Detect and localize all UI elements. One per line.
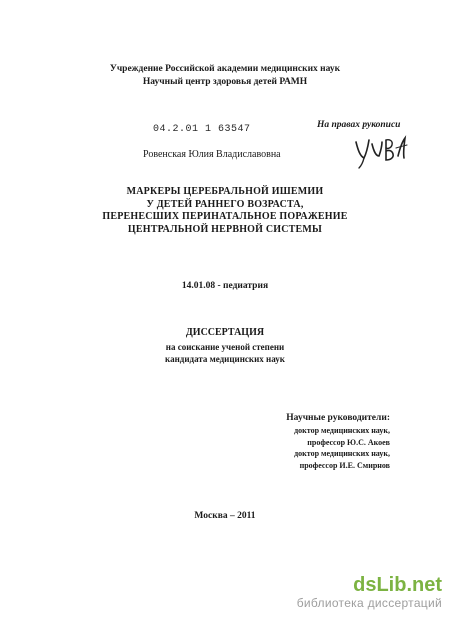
handwritten-signature bbox=[352, 134, 410, 170]
degree-line: кандидата медицинских наук bbox=[165, 354, 285, 364]
supervisor-line: профессор Ю.С. Акоев bbox=[307, 437, 390, 447]
document-type: ДИССЕРТАЦИЯ bbox=[185, 327, 265, 338]
city-year: Москва – 2011 bbox=[194, 511, 256, 521]
institution-block bbox=[0, 63, 450, 89]
document-number-stamp: 04.2.01 1 63547 bbox=[153, 124, 251, 135]
institution-line: Учреждение Российской академии медицинских наук bbox=[109, 64, 341, 74]
watermark-logo: dsLib.net bbox=[353, 574, 442, 596]
dissertation-title bbox=[0, 186, 450, 236]
degree-line: на соискание ученой степени bbox=[165, 342, 285, 352]
title-line: МАРКЕРЫ ЦЕРЕБРАЛЬНОЙ ИШЕМИИ bbox=[126, 186, 324, 197]
author-name: Ровенская Юлия Владиславовна bbox=[143, 149, 281, 160]
supervisors-block bbox=[286, 412, 390, 471]
degree-block bbox=[0, 341, 450, 365]
supervisor-line: профессор И.Е. Смирнов bbox=[299, 460, 390, 470]
supervisor-line: доктор медицинских наук, bbox=[294, 449, 390, 458]
rights-note: На правах рукописи bbox=[317, 120, 401, 130]
specialty-code: 14.01.08 - педиатрия bbox=[181, 281, 269, 291]
institution-line: Научный центр здоровья детей РАМН bbox=[142, 77, 308, 87]
watermark-subtitle: библиотека диссертаций bbox=[296, 596, 442, 610]
dslib-watermark[interactable] bbox=[297, 574, 442, 610]
title-line: ЦЕНТРАЛЬНОЙ НЕРВНОЙ СИСТЕМЫ bbox=[127, 223, 323, 235]
supervisor-line: доктор медицинских наук, bbox=[294, 426, 390, 435]
title-line: ПЕРЕНЕСШИХ ПЕРИНАТАЛЬНОЕ ПОРАЖЕНИЕ bbox=[102, 211, 348, 222]
title-line: У ДЕТЕЙ РАННЕГО ВОЗРАСТА, bbox=[146, 198, 304, 210]
supervisors-heading: Научные руководители: bbox=[286, 413, 390, 423]
